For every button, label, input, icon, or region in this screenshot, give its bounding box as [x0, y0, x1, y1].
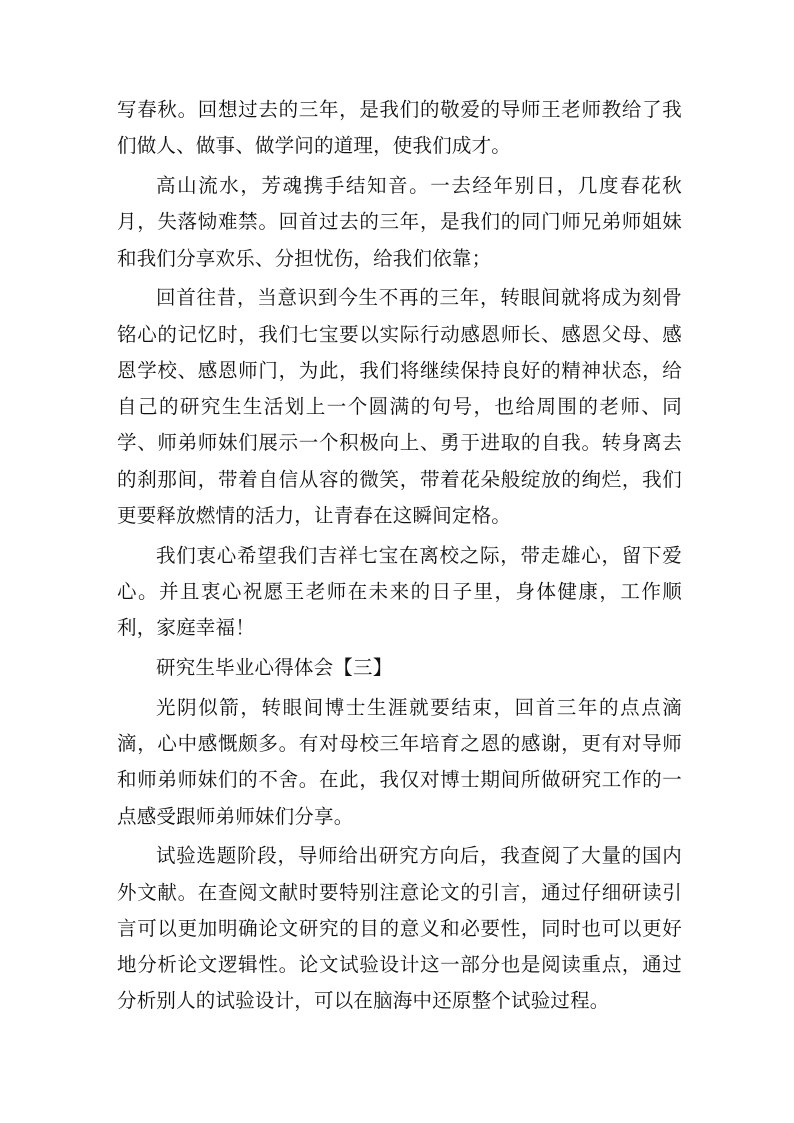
section-heading: 研究生毕业心得体会【三】: [156, 656, 393, 680]
paragraph-topic-selection: 试验选题阶段，导师给出研究方向后，我查阅了大量的国内外文献。在查阅文献时要特别注意论文的引言，通过仔细研读引言可以更加明确论文研究的目的意义和必要性，同时也可以更好地分析论文逻辑性。论文试验设计这一部分也是阅读重点，通过分析别人的试验设计，可以在脑海中还原整个试验过程。: [117, 844, 682, 1013]
paragraph-mountains-water: 高山流水，芳魂携手结知音。一去经年别日，几度春花秋月，失落恸难禁。回首过去的三年，是我们的同门师兄弟师姐妹和我们分享欢乐、分担忧伤，给我们依靠；: [117, 173, 682, 270]
document-body: [117, 92, 682, 1023]
paragraph-time-flies: 光阴似箭，转眼间博士生涯就要结束，回首三年的点点滴滴，心中感慨颇多。有对母校三年培育之恩的感谢，更有对导师和师弟师妹们的不舍。在此，我仅对博士期间所做研究工作的一点感受跟师弟师妹们分享。: [117, 695, 682, 828]
paragraph-looking-back: 回首往昔，当意识到今生不再的三年，转眼间就将成为刻骨铭心的记忆时，我们七宝要以实际行动感恩师长、感恩父母、感恩学校、感恩师门，为此，我们将继续保持良好的精神状态，给自己的研究生生活划上一个圆满的句号，也给周围的老师、同学、师弟师妹们展示一个积极向上、勇于进取的自我。转身离去的刹那间，带着自信从容的微笑，带着花朵般绽放的绚烂，我们更要释放燃情的活力，让青春在这瞬间定格。: [117, 286, 682, 528]
paragraph-continuation: 写春秋。回想过去的三年，是我们的敬爱的导师王老师教给了我们做人、做事、做学问的道理，使我们成才。: [117, 98, 682, 158]
paragraph-wishes: 我们衷心希望我们吉祥七宝在离校之际，带走雄心，留下爱心。并且衷心祝愿王老师在未来的日子里，身体健康，工作顺利，家庭幸福！: [117, 543, 682, 640]
